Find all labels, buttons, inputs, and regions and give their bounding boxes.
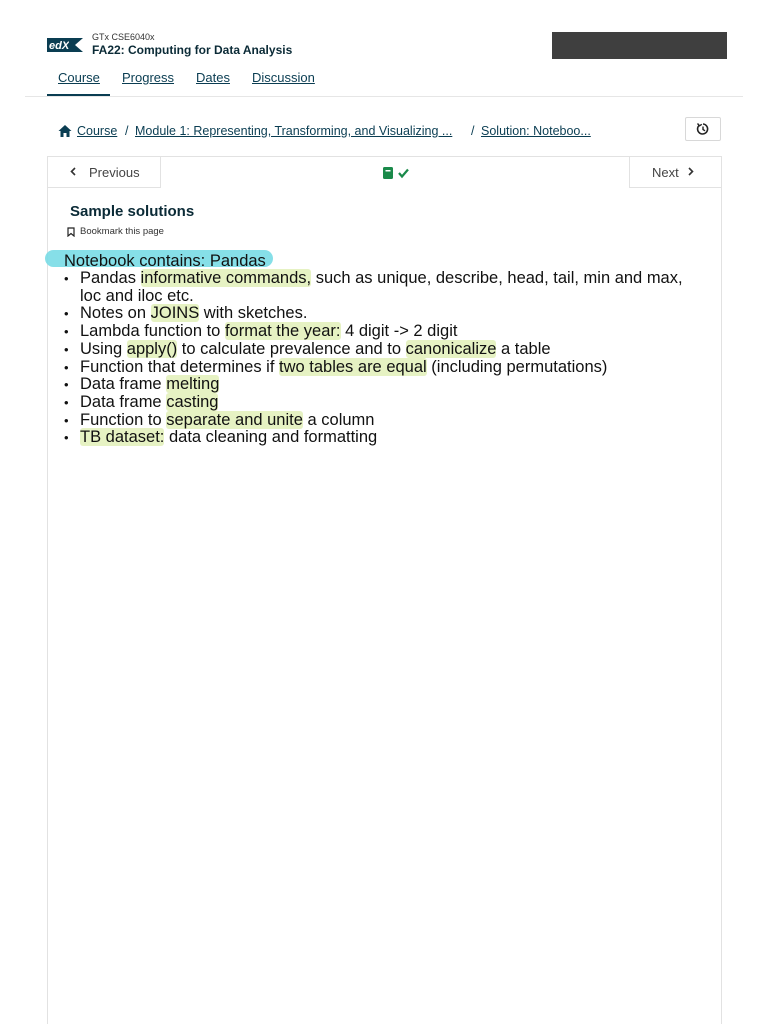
tab-course[interactable]: Course <box>47 70 110 97</box>
tab-progress[interactable]: Progress <box>122 70 175 85</box>
list-item: • TB dataset: data cleaning and formatting <box>64 429 704 447</box>
header-divider <box>25 96 743 97</box>
tab-discussion[interactable]: Discussion <box>252 70 315 85</box>
chevron-left-icon <box>70 167 76 176</box>
edx-logo[interactable] <box>47 35 83 55</box>
list-item: • Using apply() to calculate prevalence and to canonicalize a table <box>64 341 704 359</box>
breadcrumb-separator: / <box>125 124 129 138</box>
breadcrumb-separator: / <box>471 124 475 138</box>
notes-list <box>64 270 704 447</box>
breadcrumb-course[interactable]: Course <box>77 124 118 138</box>
home-icon[interactable] <box>58 124 72 138</box>
bookmark-label: Bookmark this page <box>80 226 164 237</box>
notebook-check-icon[interactable] <box>382 166 412 180</box>
course-title: FA22: Computing for Data Analysis <box>92 43 293 57</box>
unit-title: Sample solutions <box>70 203 195 220</box>
user-menu[interactable] <box>552 32 727 59</box>
list-item: • Pandas informative commands, such as unique, describe, head, tail, min and max, loc and iloc etc. <box>64 270 704 305</box>
bookmark-icon <box>67 227 75 237</box>
list-item: • Function that determines if two tables are equal (including permutations) <box>64 359 704 377</box>
logo-text: edX <box>49 40 70 52</box>
unit-navigation <box>47 156 722 188</box>
bookmark-toggle-button[interactable] <box>685 117 721 141</box>
next-button[interactable] <box>629 157 721 188</box>
breadcrumb-unit[interactable]: Solution: Noteboo... <box>481 124 591 138</box>
list-item: • Data frame casting <box>64 394 704 412</box>
list-item: • Function to separate and unite a column <box>64 412 704 430</box>
previous-label: Previous <box>89 165 140 180</box>
breadcrumb-section[interactable]: Module 1: Representing, Transforming, and Visualizing ... <box>135 124 453 138</box>
chevron-right-icon <box>688 167 694 176</box>
notes-heading: Notebook contains: Pandas <box>64 252 266 270</box>
previous-button[interactable] <box>48 157 161 188</box>
list-item: • Data frame melting <box>64 376 704 394</box>
clock-icon <box>696 122 710 136</box>
tab-dates[interactable]: Dates <box>196 70 230 85</box>
next-label: Next <box>652 165 679 180</box>
site-header <box>0 0 768 98</box>
course-code: GTx CSE6040x <box>92 32 155 42</box>
list-item: • Notes on JOINS with sketches. <box>64 305 704 323</box>
list-item: • Lambda function to format the year: 4 digit -> 2 digit <box>64 323 704 341</box>
